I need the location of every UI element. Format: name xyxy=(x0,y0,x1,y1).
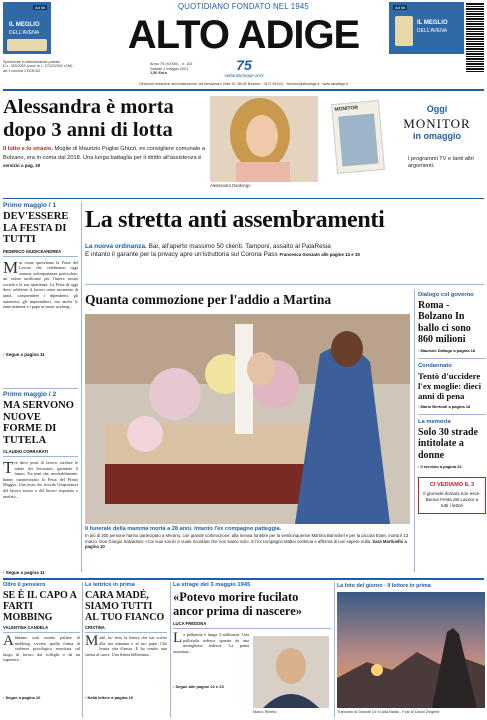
promo-right-badge: Ad lib xyxy=(395,5,406,10)
anni-label: settantacinque anni xyxy=(224,73,264,78)
martina-photo xyxy=(85,314,410,524)
b4-caption: Tramonto al Grande Cir in Alta Badia - Foto di David Zingerle xyxy=(337,710,440,714)
b4-kicker-2: Il lettore in prima xyxy=(387,583,431,589)
b1-text xyxy=(3,635,80,695)
martina-caption-text: In più di 200 persone hanno partecipato a Merano, con grande commozione, alla messa funebre per la venticinquenne Martina Barnickel e per la piccola Ester, morta il 13 marzo. Don Giorgio Salvadora: «Coi suoi sorrisi ci vuole ricordare che non siamo soli». E l'ex compagno Mattei continua e afferma di non sapere nulla. xyxy=(85,533,409,544)
dialogo-more[interactable]: › Maurizio Dallago a pagina 18 xyxy=(418,348,486,353)
b1-kicker: Oltre il pensiero xyxy=(3,582,46,588)
b3-kicker: La strage del 3 maggio 1945 xyxy=(173,582,251,588)
martina-headline: Quanta commozione per l'addio a Martina xyxy=(85,292,332,307)
lead-photo xyxy=(210,96,318,182)
b3-drop: L xyxy=(173,632,183,646)
b3-more[interactable]: › Segue alle pagine 22 e 23 xyxy=(173,684,331,689)
lead-kicker: Il lutto e lo strazio. xyxy=(3,146,53,152)
primo-maggio-1 xyxy=(3,202,78,357)
condannato-kicker: Condannato xyxy=(418,363,452,370)
issue-price: 1,50 Euro xyxy=(150,71,168,75)
b2-kicker: Le lettrice in prima xyxy=(85,582,135,588)
bottom-divider-1 xyxy=(82,582,83,718)
primo-maggio-2-kicker: Primo maggio / 2 xyxy=(3,391,57,398)
stretta-text xyxy=(85,243,484,260)
stretta-body-1: Bar, all'aperto massimo 50 clienti. Tamponi, assalto al PalaResia xyxy=(148,243,331,250)
primo-maggio-2-headline: MA SERVONO NUOVE FORME DI TUTELA xyxy=(3,400,74,446)
postal-line: D.L. 353/2003 (conv. in L. 27/02/2004 n°46) xyxy=(3,64,73,69)
monitor-kicker: Oggi xyxy=(426,104,448,114)
bottom-divider-3 xyxy=(334,582,335,718)
vediamo-text: Il giornale domani non esce. Buona Festa del Lavoro a tutti i lettori xyxy=(423,491,481,509)
right-col-divider xyxy=(414,290,415,572)
b1-more[interactable]: › Segue a pagina 10 xyxy=(3,695,80,700)
vediamo-box xyxy=(418,477,486,514)
stretta-more[interactable]: Francesca Gonzato alle pagine 14 e 15 xyxy=(279,252,360,258)
issue-date: Sabato 1 maggio 2021 xyxy=(150,66,189,71)
memoria-kicker: La memoria xyxy=(418,419,451,426)
martina-more[interactable]: Sara Martinello a pagina 10 xyxy=(85,538,407,549)
dialogo-headline: Roma - Bolzano In ballo ci sono 860 milioni xyxy=(418,300,471,345)
stretta-headline: La stretta anti assembramenti xyxy=(85,207,385,233)
b3-photo-caption: Marco Ribetto xyxy=(253,710,277,714)
b3-body: a pallottola è lunga 3 millimetri. Una pallottola tedesca sparata da una mitraglietta tedesca. La punta assassina... xyxy=(173,632,249,654)
lead-photo-portrait xyxy=(210,96,318,182)
b3-photo-portrait xyxy=(253,636,329,708)
martina-caption xyxy=(85,526,410,550)
b2-headline: CARA MADÉ, SIAMO TUTTI AL TUO FIANCO xyxy=(85,590,165,623)
stretta-kicker: La nuova ordinanza. xyxy=(85,243,147,250)
lead-headline-line: dopo 3 anni di lotta xyxy=(3,119,173,141)
primo-maggio-1-drop: M xyxy=(3,259,19,277)
condannato-more[interactable]: › Mario Bertoldi a pagina 18 xyxy=(418,404,486,409)
bottom-b2 xyxy=(85,582,167,700)
lead-rule xyxy=(3,198,484,199)
primo-maggio-1-body: ai come quest'anno la Festa del Lavoro che celebriamo oggi assume un'importanza particolare, un valore unificante per l'intera nostra società e la sua ripartenza. La Festa di oggi deve celebrare il lavoro come momento di unità, comprendere i dipendenti, gli autonomi, gli imprenditori, ma anche le tante mamme e i papà in smart working... xyxy=(3,259,78,310)
stretta-body-2: E intanto il garante per la privacy apre un'istruttoria sul Corona Pass xyxy=(85,251,278,259)
monitor-cover-label: MONITOR xyxy=(334,104,359,113)
primo-maggio-2-body: re dieci posti di lavoro, tutelare le salute dei lavoratori, garantire il futuro. Tre temi che, inevitabilmente, hanno caratterizzato la Festa del Primo Maggio. Una testa che ricorda l'importanza del lavoro sicuro e del lavoro rispettato e tutelato... xyxy=(3,460,78,499)
stretta-rule xyxy=(85,284,484,285)
lead-headline xyxy=(3,96,203,142)
b2-drop: M xyxy=(85,635,99,649)
b2-author: CRISTINA xyxy=(85,625,167,633)
martina-photo-scene xyxy=(85,314,410,524)
b3-text xyxy=(173,632,249,684)
postal-line: Spedizione in abbonamento postale xyxy=(3,60,61,64)
promo-left-badge: Ad lib xyxy=(35,5,46,10)
promo-right-pack xyxy=(395,16,413,46)
postal-info xyxy=(3,60,88,73)
b1-headline: SE È IL CAPO A FARTI MOBBING xyxy=(3,590,77,623)
masthead-tagline: QUOTIDIANO FONDATO NEL 1945 xyxy=(178,2,309,11)
b4-photo xyxy=(337,592,485,708)
monitor-subtitle: in omaggio xyxy=(413,131,461,141)
primo-maggio-2 xyxy=(3,391,78,575)
promo-right-line1: IL MEGLIO xyxy=(417,20,448,26)
monitor-title: MONITOR xyxy=(403,116,471,131)
lead-photo-caption-text: Alessandra Dardengo xyxy=(210,183,251,188)
lead-text xyxy=(3,146,208,171)
masthead-title: ALTO ADIGE xyxy=(127,13,360,57)
promo-right xyxy=(389,2,464,54)
promo-left-line2: DELL'AVENA xyxy=(9,30,40,36)
b1-drop: A xyxy=(3,635,14,649)
bottom-b1 xyxy=(3,582,80,700)
primo-maggio-2-more[interactable]: › Segue a pagina 11 xyxy=(3,570,78,575)
b1-body: bbiamo tutti sentito parlare di mobbing, ovvero quella forma di violenza psicologica esercitata sul luogo di lavoro dai colleghi o da un superiore... xyxy=(3,635,80,663)
memoria-more[interactable]: › Il servizio a pagina 24 xyxy=(418,464,486,469)
promo-left-pack xyxy=(7,39,47,51)
monitor-cover xyxy=(331,100,385,174)
promo-right-line2: DELL'AVENA xyxy=(417,28,448,34)
left-col-rule xyxy=(3,388,78,389)
b1-author: VALENTINA CANDELA xyxy=(3,625,80,633)
lead-more[interactable]: Il servizio a pag. 20 xyxy=(3,154,201,168)
condannato-headline: Tentò d'uccidere l'ex moglie: dieci anni di pena xyxy=(418,371,482,402)
lead-headline-line: Alessandra è morta xyxy=(3,96,174,118)
monitor-cover-photo xyxy=(338,114,378,167)
masthead-address: Direzione redazione amministrazione: via Alessandro Volta 10, 38100 Bolzano · 0471 904111 · bolzano@altoadige.it · www.altoadige.it xyxy=(139,82,348,86)
promo-left xyxy=(3,2,51,54)
right-column xyxy=(418,292,486,514)
primo-maggio-2-text xyxy=(3,460,78,570)
b3-photo xyxy=(253,636,329,708)
b4-photo-sunset xyxy=(337,592,485,708)
primo-maggio-1-text xyxy=(3,260,78,352)
b2-text xyxy=(85,635,167,695)
bottom-rule xyxy=(3,578,484,580)
martina-caption-kicker: Il funerale della mamma morta a 28 anni. Intanto l'ex compagno patteggia. xyxy=(85,526,282,532)
vediamo-title: CI VEDIAMO IL 3 xyxy=(429,482,475,489)
issue-number: Anno 75 (XXXIII) - n. 102 xyxy=(150,62,193,66)
primo-maggio-1-more[interactable]: › Segue a pagina 11 xyxy=(3,352,78,357)
right-col-rule-1 xyxy=(418,358,486,359)
b4-kicker: La foto del giorno xyxy=(337,583,383,589)
primo-maggio-1-kicker: Primo maggio / 1 xyxy=(3,202,57,209)
masthead-rule xyxy=(3,89,484,91)
b3-headline: «Potevo morire fucilato ancor prima di nascere» xyxy=(173,590,303,618)
b2-more[interactable]: › Nella lettere a pagina 10 xyxy=(85,695,167,700)
b4-kickers xyxy=(337,583,485,589)
primo-maggio-2-drop: T xyxy=(3,460,14,477)
memoria-headline: Solo 30 strade intitolate a donne xyxy=(418,427,478,461)
monitor-text: I programmi TV e tanti altri argomenti. xyxy=(408,156,474,169)
barcode xyxy=(466,2,484,72)
lead-photo-caption xyxy=(210,183,251,188)
anni-number: 75 xyxy=(236,57,252,73)
postal-line: art.1 comma 1 DCB BZ xyxy=(3,68,41,73)
primo-maggio-1-author: FEDERICO GIUDICEANDREA xyxy=(3,249,78,257)
b4-sep: · xyxy=(384,583,388,589)
b2-body: adè, ho letto la lettera che hai scritto alla tua mamma e al tuo papà. Che brutta vita d'ansia. E ho sentito una stretta al cuore. Una lettera bellissima... xyxy=(85,635,167,657)
lead-body: Moglie di Maurizio Puglisi Ghizzi, ex consigliere comunale a Bolzano, era in coma dal 2018. Una lunga battaglia per il diritto all'assistenza xyxy=(3,146,206,161)
primo-maggio-2-author: CLAUDIO CORRARATI xyxy=(3,449,78,457)
right-col-rule-2 xyxy=(418,414,486,415)
dialogo-kicker: Dialogo col governo xyxy=(418,292,474,298)
left-col-divider xyxy=(81,202,82,572)
primo-maggio-1-headline: DEV'ESSERE LA FESTA DI TUTTI xyxy=(3,211,69,245)
bottom-divider-2 xyxy=(170,582,171,718)
b3-author: LUCA FREDONA xyxy=(173,621,331,629)
promo-left-line1: IL MEGLIO xyxy=(9,22,40,28)
